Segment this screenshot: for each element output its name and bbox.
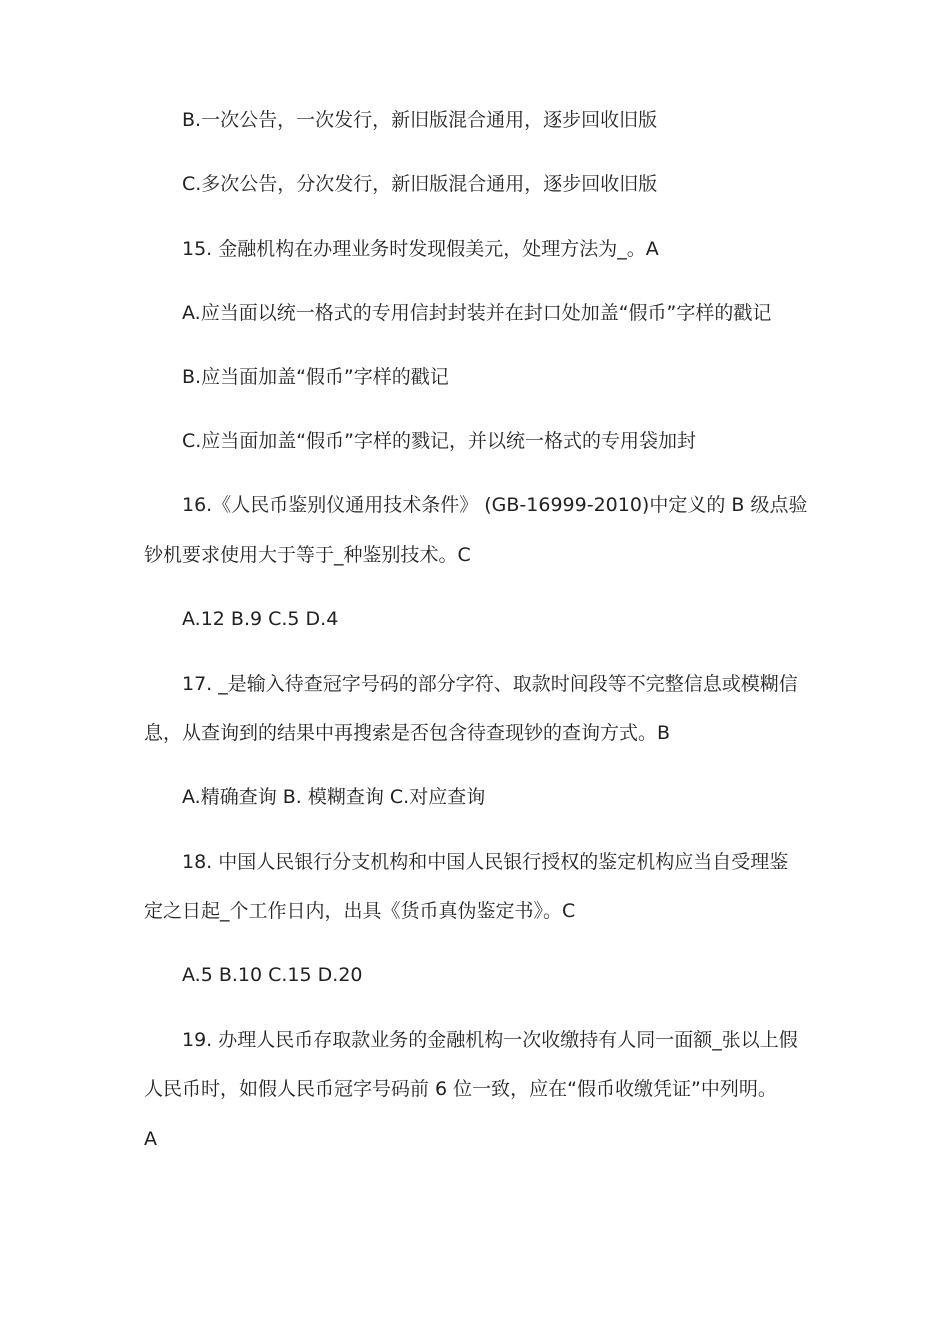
answer-option-15b: B.应当面加盖“假币”字样的戳记 <box>182 366 449 388</box>
question-19-line2: 人民币时，如假人民币冠字号码前 6 位一致，应在“假币收缴凭证”中列明。 <box>144 1078 777 1100</box>
question-19-answer: A <box>144 1128 157 1150</box>
question-18-line1: 18. 中国人民银行分支机构和中国人民银行授权的鉴定机构应当自受理鉴 <box>182 851 789 873</box>
answer-options-18: A.5 B.10 C.15 D.20 <box>182 964 363 986</box>
answer-option-14b: B.一次公告，一次发行，新旧版混合通用，逐步回收旧版 <box>182 109 658 131</box>
question-16-line1: 16.《人民币鉴别仪通用技术条件》 (GB-16999-2010)中定义的 B 级点验 <box>182 494 808 516</box>
question-15: 15. 金融机构在办理业务时发现假美元，处理方法为_。A <box>182 238 659 260</box>
question-19-line1: 19. 办理人民币存取款业务的金融机构一次收缴持有人同一面额_张以上假 <box>182 1029 798 1051</box>
answer-option-14c: C.多次公告，分次发行，新旧版混合通用，逐步回收旧版 <box>182 173 658 195</box>
answer-option-15c: C.应当面加盖“假币”字样的戮记，并以统一格式的专用袋加封 <box>182 430 696 452</box>
answer-options-16: A.12 B.9 C.5 D.4 <box>182 608 339 630</box>
question-18-line2: 定之日起_个工作日内，出具《货币真伪鉴定书》。C <box>144 900 576 922</box>
question-16-line2: 钞机要求使用大于等于_种鉴别技术。C <box>144 544 471 566</box>
answer-options-17: A.精确查询 B. 模糊查询 C.对应查询 <box>182 786 486 808</box>
question-17-line1: 17. _是输入待查冠字号码的部分字符、取款时间段等不完整信息或模糊信 <box>182 673 798 695</box>
question-17-line2: 息，从查询到的结果中再搜索是否包含待查现钞的查询方式。B <box>144 722 671 744</box>
answer-option-15a: A.应当面以统一格式的专用信封封装并在封口处加盖“假币”字样的戳记 <box>182 302 772 324</box>
